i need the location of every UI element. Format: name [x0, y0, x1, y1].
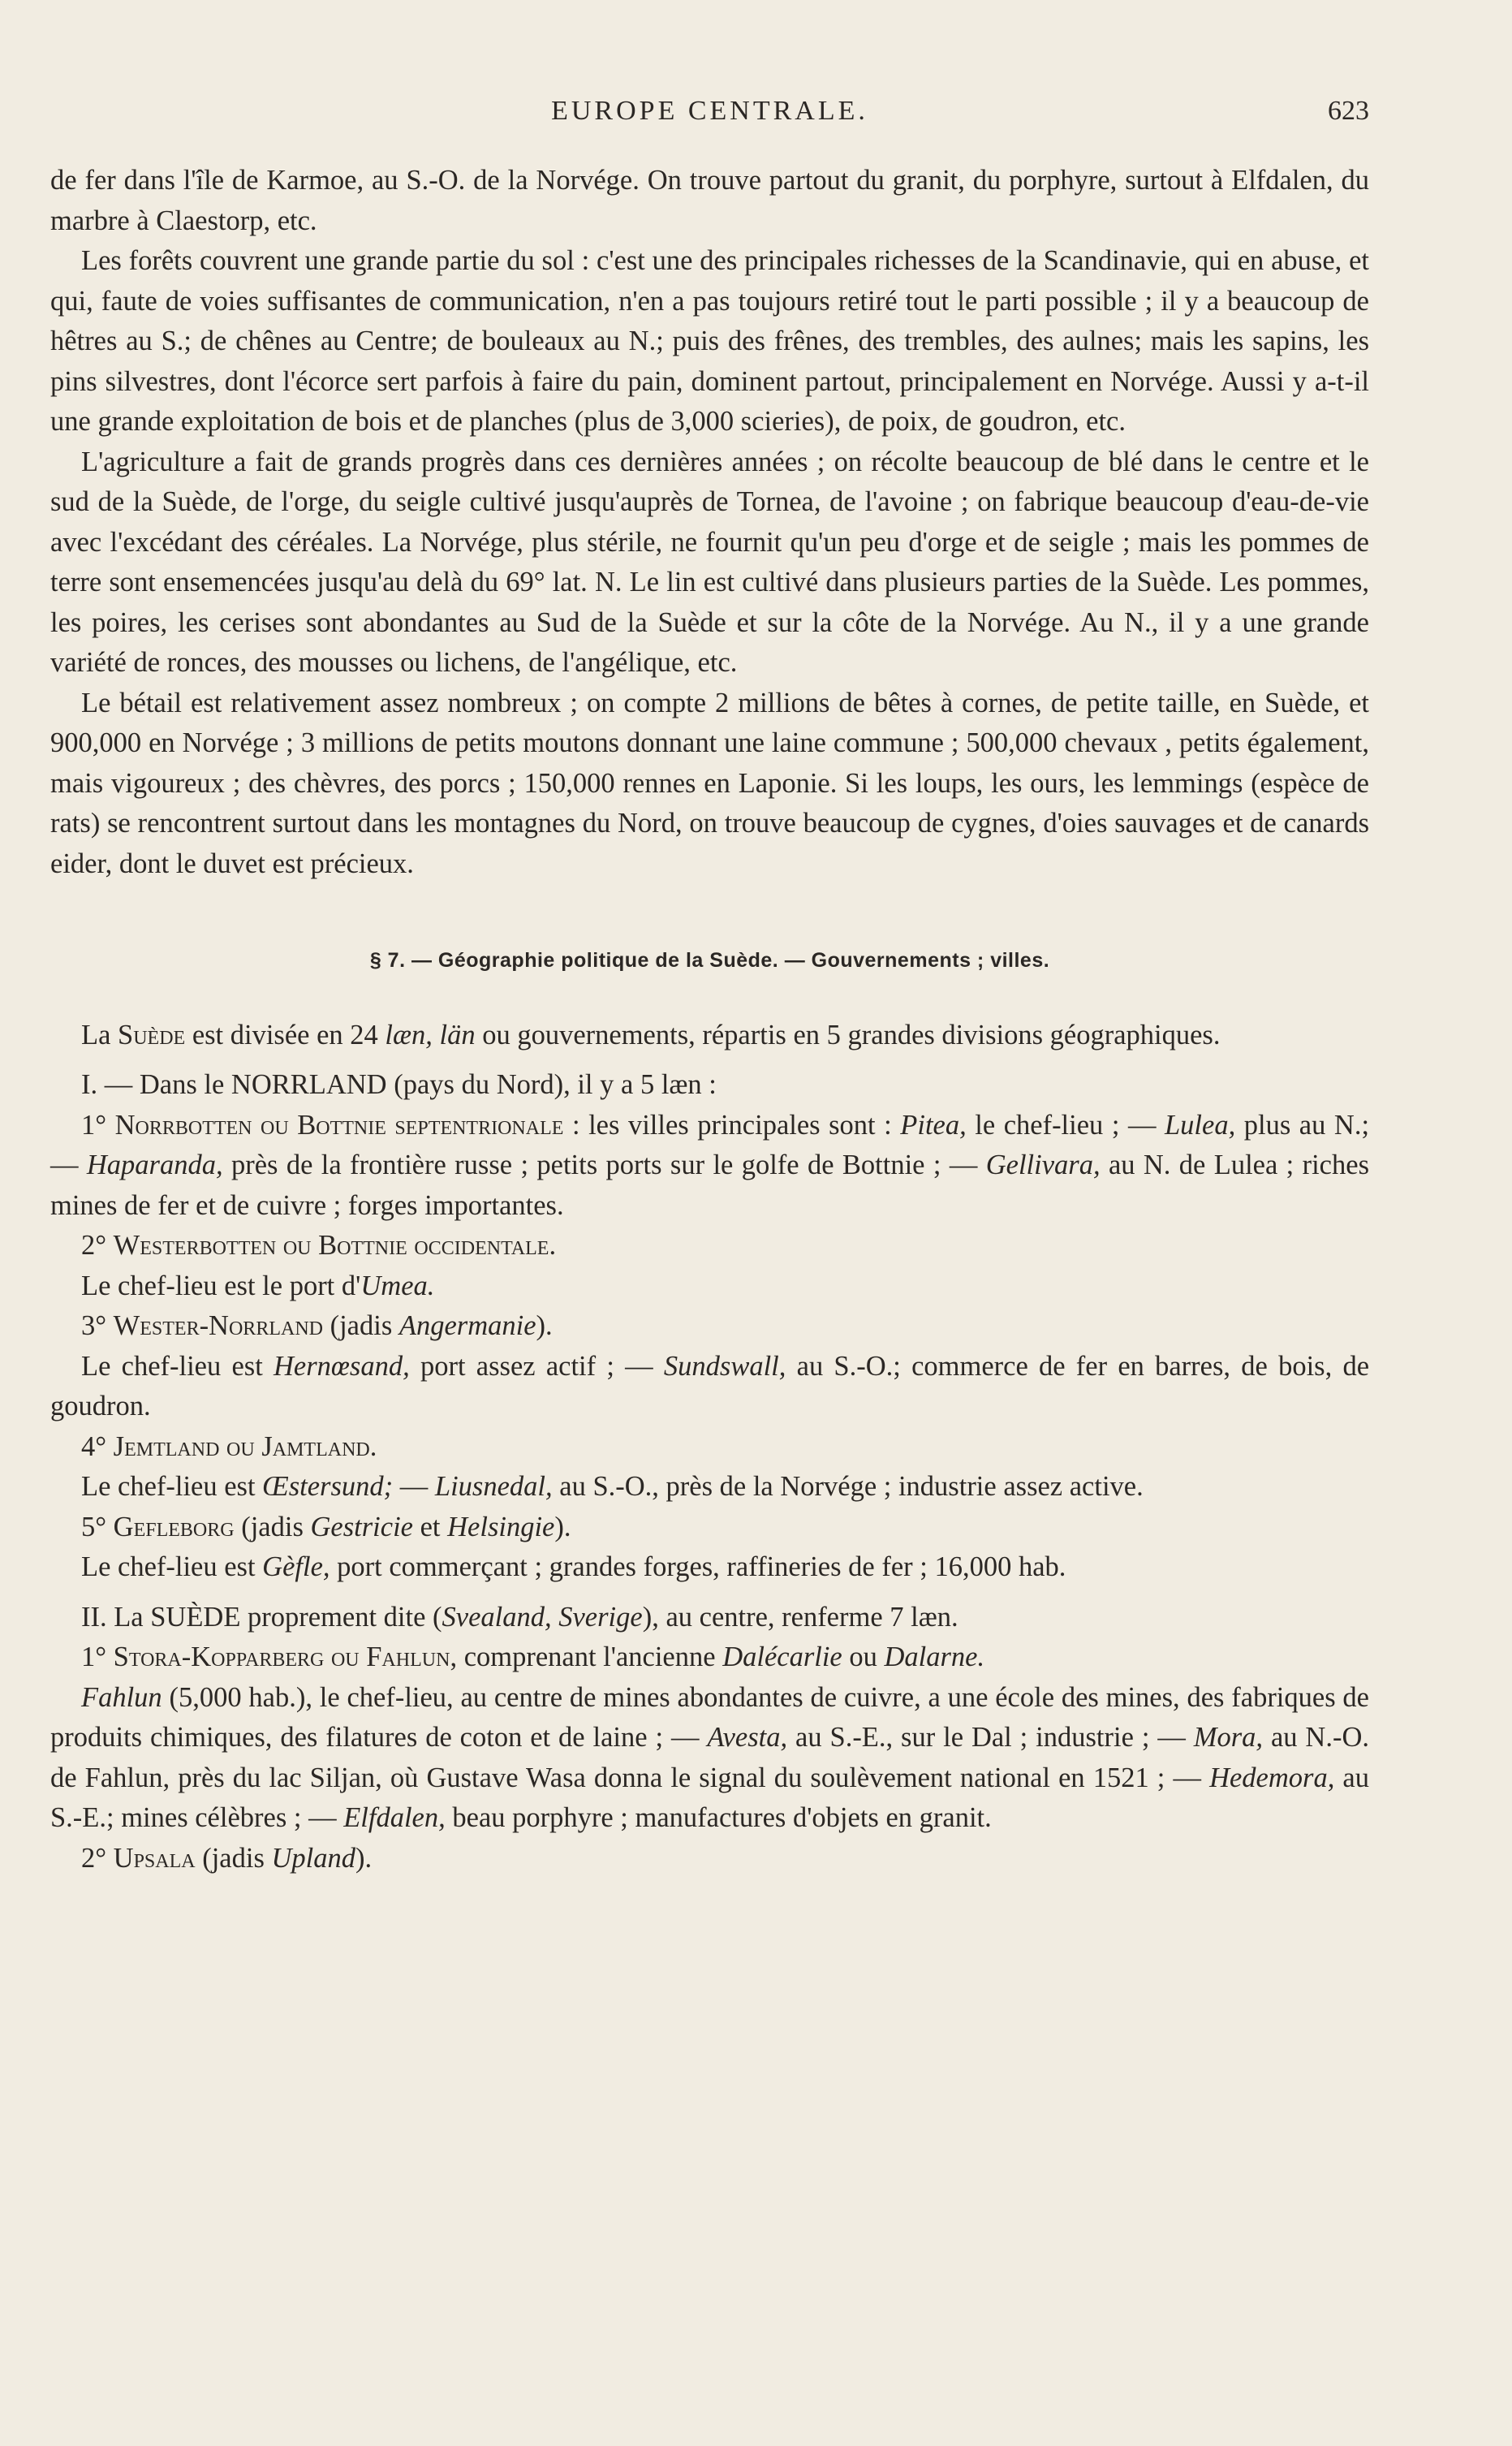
- text-run: 5°: [81, 1511, 114, 1542]
- laen-name: Jemtland ou Jamtland.: [113, 1430, 377, 1462]
- text-run: 1°: [81, 1641, 114, 1672]
- laen-stora-kopparberg-text: [50, 1678, 1369, 1839]
- laen-westerbotten-text: [50, 1266, 1369, 1307]
- text-run: au S.-E.; mines célèbres ; —: [50, 1762, 1369, 1833]
- laen-name: Stora-Kopparberg ou Fahlun: [113, 1641, 450, 1672]
- province-name: Dalarne.: [884, 1641, 985, 1672]
- text-run: Le chef-lieu est le port d': [81, 1270, 361, 1301]
- town-name: Hedemora,: [1209, 1762, 1335, 1793]
- text-run: au N.-O. de Fahlun, près du lac Siljan, où Gustave Wasa donna le signal du soulèvement national en 1521 ; —: [50, 1722, 1369, 1793]
- text-run: (jadis: [322, 1310, 399, 1341]
- text-run: ).: [355, 1842, 373, 1874]
- text-run: au S.-O.; commerce de fer en barres, de bois, de goudron.: [50, 1350, 1370, 1421]
- paragraph-sweden-intro: [50, 1016, 1369, 1056]
- text-run: : les villes principales sont :: [563, 1109, 901, 1141]
- text-run: ).: [554, 1511, 571, 1542]
- town-name: Gèfle,: [262, 1551, 330, 1582]
- text-run: ), au centre, renferme 7 læn.: [642, 1601, 958, 1633]
- division-suede-title: [50, 1598, 1369, 1638]
- text-run: au S.-O., près de la Norvége ; industrie assez active.: [552, 1471, 1144, 1502]
- laen-gefleborg-text: [50, 1547, 1369, 1588]
- text-run: 4°: [81, 1430, 114, 1462]
- town-name: Lulea,: [1165, 1109, 1236, 1141]
- laen-name: Gefleborg: [113, 1511, 235, 1542]
- paragraph-agriculture: L'agriculture a fait de grands progrès dans ces dernières années ; on récolte beaucoup de blé dans le centre et le sud de la Suède, de l'orge, du seigle cultivé jusqu'auprès de Tornea, de l'avoine ; on fabrique beaucoup d'eau-de-vie avec l'excédant des céréales. La Norvége, plus stérile, ne fournit qu'un peu d'orge et de seigle ; mais les pommes de terre sont ensemencées jusqu'au delà du 69° lat. N. Le lin est cultivé dans plusieurs parties de la Suède. Les pommes, les poires, les cerises sont abondantes au Sud de la Suède et sur la côte de la Norvége. Au N., il y a une grande variété de ronces, des mousses ou lichens, de l'angélique, etc.: [50, 446, 1369, 678]
- town-name: Fahlun: [81, 1681, 162, 1713]
- text-run: (jadis: [195, 1842, 272, 1874]
- laen-name: Westerbotten ou Bottnie occidentale.: [113, 1230, 557, 1261]
- text-run: ou gouvernements, répartis en 5 grandes divisions géographiques.: [475, 1019, 1221, 1050]
- town-name: Hernœsand,: [274, 1350, 410, 1382]
- province-name: Helsingie: [447, 1511, 555, 1542]
- page-body: [50, 161, 1369, 1879]
- text-run: et: [412, 1511, 448, 1542]
- paragraph-livestock: Le bétail est relativement assez nombreux ; on compte 2 millions de bêtes à cornes, de petite taille, en Suède, et 900,000 en Norvége ; 3 millions de petits moutons donnant une laine commune ; 500,000 chevaux , petits également, mais vigoureux ; des chèvres, des porcs ; 150,000 rennes en Laponie. Si les loups, les ours, les lemmings (espèce de rats) se rencontrent surtout dans les montagnes du Nord, on trouve beaucoup de cygnes, d'oies sauvages et de canards eider, dont le duvet est précieux.: [50, 687, 1369, 879]
- laen-name: Wester-Norrland: [113, 1310, 323, 1341]
- laen-wester-norrland-text: [50, 1347, 1369, 1427]
- laen-norrbotten: [50, 1106, 1369, 1227]
- text-run: Le chef-lieu est: [81, 1551, 263, 1582]
- country-name: Suède: [118, 1019, 186, 1050]
- town-name: Gellivara,: [985, 1150, 1101, 1180]
- text-run: le chef-lieu ; —: [966, 1109, 1165, 1141]
- page-header: [50, 96, 1369, 136]
- laen-gefleborg-title: [50, 1508, 1369, 1548]
- paragraph-forests: Les forêts couvrent une grande partie du sol : c'est une des principales richesses de la Scandinavie, qui en abuse, et qui, faute de voies suffisantes de communication, n'en a pas toujours retiré tout le parti possible ; il y a beaucoup de hêtres au S.; de chênes au Centre; de bouleaux au N.; puis des frênes, des trembles, des aulnes; mais les sapins, les pins silvestres, dont l'écorce sert parfois à faire du pain, dominent partout, principalement en Norvége. Aussi y a-t-il une grande exploitation de bois et de planches (plus de 3,000 scieries), de poix, de goudron, etc.: [50, 245, 1369, 437]
- text-run: —: [393, 1471, 435, 1502]
- text-run: port commerçant ; grandes forges, raffineries de fer ; 16,000 hab.: [330, 1551, 1066, 1582]
- text-run: (jadis: [234, 1511, 311, 1542]
- text-run: Le chef-lieu est: [81, 1471, 263, 1502]
- town-name: Umea.: [360, 1270, 435, 1301]
- town-name: Mora,: [1193, 1722, 1264, 1753]
- province-name: Gestricie: [310, 1511, 413, 1542]
- town-name: Avesta,: [707, 1722, 788, 1753]
- text-run: 2°: [81, 1842, 114, 1874]
- text-run: au S.-E., sur le Dal ; industrie ; —: [787, 1722, 1194, 1753]
- town-name: Haparanda,: [86, 1150, 223, 1180]
- town-name: Pitea,: [900, 1109, 967, 1141]
- laen-jemtland-text: [50, 1467, 1369, 1508]
- laen-jemtland-title: [50, 1427, 1369, 1468]
- town-name: Liusnedal,: [434, 1471, 553, 1502]
- laen-name: Norrbotten ou Bottnie septentrionale: [114, 1109, 564, 1141]
- town-name: Œstersund;: [262, 1471, 394, 1502]
- text-run: 3°: [81, 1310, 114, 1341]
- text-run: , comprenant l'ancienne: [450, 1641, 723, 1672]
- section-heading: § 7. — Géographie politique de la Suède. — Gouvernements ; villes.: [369, 949, 1050, 972]
- running-title: EUROPE CENTRALE.: [551, 96, 868, 126]
- province-name: Angermanie: [398, 1310, 536, 1341]
- province-name: Upland: [271, 1842, 356, 1874]
- text-run: est divisée en 24: [185, 1019, 386, 1050]
- text-run: La: [81, 1019, 118, 1050]
- text-run: Le chef-lieu est: [81, 1350, 274, 1382]
- laen-stora-kopparberg-title: [50, 1637, 1369, 1678]
- province-name: Dalécarlie: [722, 1641, 842, 1672]
- text-run: (5,000 hab.), le chef-lieu, au centre de mines abondantes de cuivre, a une école des mines, des fabriques de produits chimiques, des filatures de coton et de laine ; —: [50, 1681, 1369, 1753]
- laen-wester-norrland-title: [50, 1306, 1369, 1347]
- laen-name: Upsala: [113, 1842, 196, 1874]
- text-run: ou: [842, 1641, 885, 1672]
- division-norrland-title: I. — Dans le NORRLAND (pays du Nord), il y a 5 læn :: [81, 1069, 717, 1100]
- laen-westerbotten-title: [50, 1226, 1369, 1266]
- text-run: plus au N.; —: [50, 1109, 1370, 1180]
- text-run: 2°: [81, 1230, 114, 1261]
- town-name: Elfdalen,: [343, 1802, 446, 1833]
- text-run: ).: [536, 1310, 553, 1341]
- page-number: 623: [1328, 96, 1369, 126]
- text-run: II. La SUÈDE proprement dite (: [81, 1601, 442, 1633]
- term-laen: læn, län: [385, 1019, 476, 1050]
- laen-upsala-title: [50, 1839, 1369, 1879]
- text-run: 1°: [81, 1109, 115, 1141]
- paragraph-mines-continued: de fer dans l'île de Karmoe, au S.-O. de la Norvége. On trouve partout du granit, du porphyre, surtout à Elfdalen, du marbre à Claestorp, etc.: [50, 165, 1369, 236]
- text-run: port assez actif ; —: [409, 1350, 664, 1382]
- town-name: Sundswall,: [663, 1350, 786, 1382]
- text-run: beau porphyre ; manufactures d'objets en granit.: [445, 1802, 992, 1833]
- region-name: Svealand, Sverige: [442, 1601, 643, 1633]
- text-run: près de la frontière russe ; petits ports sur le golfe de Bottnie ; —: [222, 1150, 986, 1180]
- text-run: au N. de Lulea ; riches mines de fer et de cuivre ; forges importantes.: [50, 1150, 1369, 1221]
